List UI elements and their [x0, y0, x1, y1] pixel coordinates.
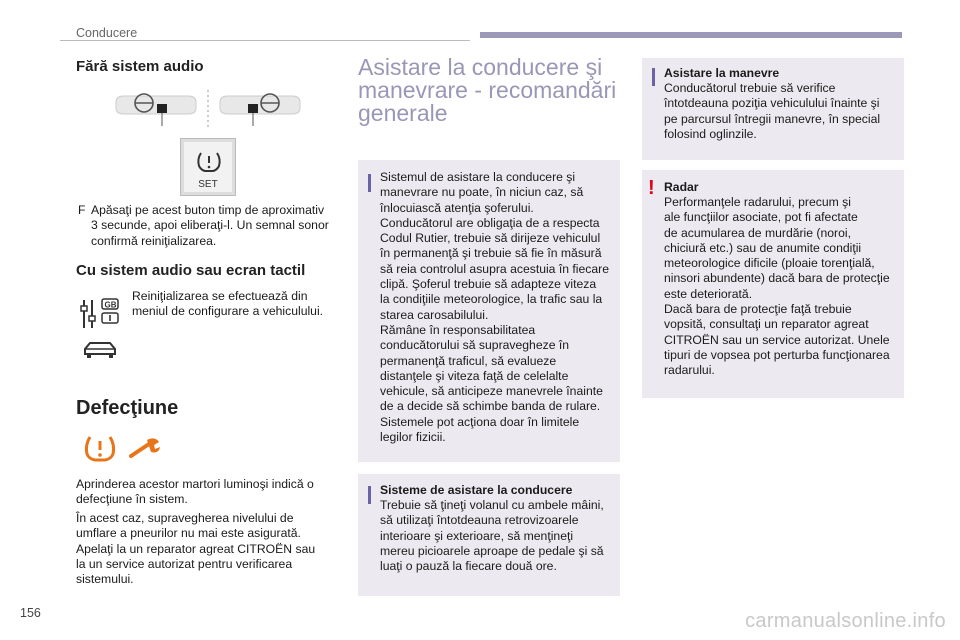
maneuver-box-title: Asistare la manevre	[664, 66, 780, 80]
set-button-illustration	[180, 138, 236, 196]
systems-box-title: Sisteme de asistare la conducere	[380, 483, 573, 497]
warning-exclamation-icon: !	[648, 177, 655, 199]
section-title: Asistare la conducere şi manevrare - recomandări generale	[358, 54, 617, 126]
info-marker	[652, 68, 655, 86]
info-marker	[368, 174, 371, 192]
fault-paragraph-2: În acest caz, supravegherea nivelului de umflare a pneurilor nu mai este asigurată. Apelaţi la un reparator agreat CITROËN sau la un service autorizat pentru verificarea sistemului.	[76, 511, 316, 587]
tyre-pressure-warning-icon	[82, 432, 118, 466]
vehicle-icon	[82, 338, 118, 362]
settings-icon	[80, 296, 120, 332]
info-box-text: Sistemul de asistare la conducere şi manevrare nu poate, în niciun caz, să înlocuiască atenţia şoferului. Conducătorul are obligaţia de a respecta Codul Rutier, trebuie să dirijeze vehiculul în permanenţă şi trebuie să fie în măsură să reia controlul asupra acestuia în fiecare clipă. Şoferul trebuie să adapteze viteza la condiţiile meteorologice, la trafic sau la starea carosabilului. Rămâne în responsabilitatea conducătorului să supravegheze în permanenţă traficul, să evalueze distanţele şi viteza faţă de celelalte vehicule, să anticipeze manevrele înainte de a decide să schimbe banda de rulare. Sistemele pot acţiona doar în limitele legilor fizicii.	[380, 170, 609, 445]
set-label: SET	[198, 179, 218, 190]
header-accent-bar	[480, 32, 902, 38]
warning-box-radar	[642, 170, 904, 398]
fault-title: Defecţiune	[76, 397, 179, 419]
header-divider	[60, 40, 470, 41]
info-box-maneuver	[642, 58, 904, 160]
info-box-general	[358, 160, 620, 462]
watermark: carmanualsonline.info	[745, 610, 946, 632]
bullet-marker: F	[78, 203, 86, 217]
info-marker	[368, 486, 371, 504]
svg-text:GB: GB	[104, 300, 117, 310]
service-wrench-icon	[127, 436, 163, 464]
section-label: Conducere	[76, 26, 138, 40]
radar-box-title: Radar	[664, 180, 699, 194]
with-audio-text: Reiniţializarea se efectuează din meniul de configurare a vehiculului.	[132, 289, 324, 319]
page-number: 156	[20, 606, 41, 620]
systems-box-text: Trebuie să ţineţi volanul cu ambele mâini, să utilizaţi întotdeauna retrovizoarele interioare şi exterioare, să menţineţi mereu picioarele aproape de pedale şi să luaţi o pauză la fiecare două ore.	[380, 498, 604, 574]
info-box-systems	[358, 474, 620, 596]
with-audio-title: Cu sistem audio sau ecran tactil	[76, 262, 306, 279]
fault-paragraph-1: Aprinderea acestor martori luminoşi indică o defecţiune în sistem.	[76, 477, 314, 507]
no-audio-instruction: Apăsaţi pe acest buton timp de aproximativ 3 secunde, apoi eliberaţi-l. Un semnal sonor confirmă reiniţializarea.	[91, 203, 329, 248]
dashboard-illustration	[112, 88, 304, 132]
no-audio-title: Fără sistem audio	[76, 58, 204, 75]
maneuver-box-text: Conducătorul trebuie să verifice întotdeauna poziţia vehiculului înainte şi pe parcursul întregii manevre, în special folosind oglinzile.	[664, 81, 881, 141]
radar-box-text: Performanţele radarului, precum şi ale funcţiilor asociate, pot fi afectate de acumularea de murdărie (noroi, chiciură etc.) sau de anumite condiţii meteorologice dificile (ploaie torenţială, ninsori abundente) dacă bara de protecţie este deteriorată. Dacă bara de protecţie faţă trebuie vopsită, consultaţi un reparator agreat CITROËN sau un service autorizat. Unele tipuri de vopsea pot perturba funcţionarea radarului.	[664, 195, 890, 378]
tyre-pressure-icon	[195, 149, 223, 175]
